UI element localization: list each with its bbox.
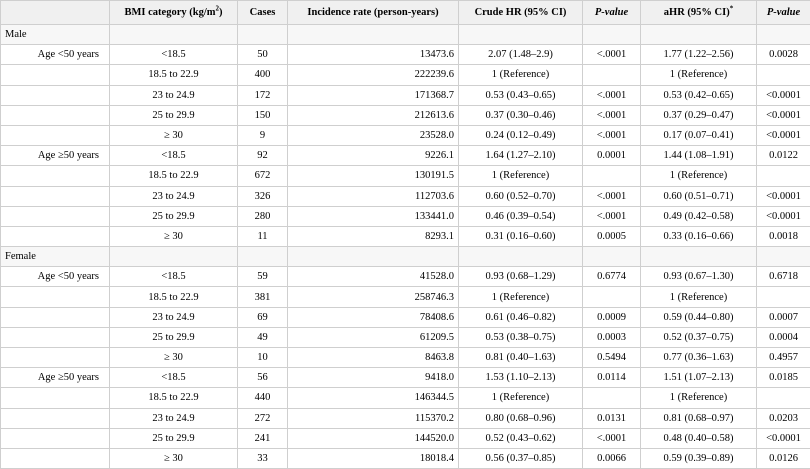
ahr-cell: 1 (Reference) — [641, 388, 757, 408]
p-value-2-cell: <0.0001 — [757, 428, 810, 448]
cases-cell: 50 — [238, 45, 288, 65]
empty-cell — [1, 125, 110, 145]
section-row — [1, 25, 810, 45]
header-blank — [1, 1, 110, 25]
ahr-cell: 0.77 (0.36–1.63) — [641, 348, 757, 368]
crude-hr-cell: 0.52 (0.43–0.62) — [459, 428, 583, 448]
header-ahr-text: aHR (95% CI) — [664, 7, 730, 18]
empty-cell — [1, 448, 110, 468]
ahr-cell: 0.33 (0.16–0.66) — [641, 226, 757, 246]
ahr-cell: 1 (Reference) — [641, 65, 757, 85]
table-row — [1, 368, 810, 388]
table-row — [1, 428, 810, 448]
table-row — [1, 125, 810, 145]
cases-cell: 59 — [238, 267, 288, 287]
header-p-value-2: P-value — [757, 1, 810, 25]
crude-hr-cell: 0.24 (0.12–0.49) — [459, 125, 583, 145]
section-title: Male — [1, 25, 110, 45]
crude-hr-cell: 1 (Reference) — [459, 65, 583, 85]
empty-cell — [238, 247, 288, 267]
ahr-cell: 1 (Reference) — [641, 166, 757, 186]
cases-cell: 33 — [238, 448, 288, 468]
crude-hr-cell: 2.07 (1.48–2.9) — [459, 45, 583, 65]
crude-hr-cell: 0.46 (0.39–0.54) — [459, 206, 583, 226]
p-value-cell — [583, 287, 641, 307]
header-crude-hr: Crude HR (95% CI) — [459, 1, 583, 25]
bmi-cell: 18.5 to 22.9 — [110, 166, 238, 186]
p-value-cell: 0.0131 — [583, 408, 641, 428]
ahr-cell: 0.59 (0.39–0.89) — [641, 448, 757, 468]
incidence-rate-cell: 9226.1 — [288, 146, 459, 166]
empty-cell — [1, 186, 110, 206]
cases-cell: 280 — [238, 206, 288, 226]
bmi-cell: <18.5 — [110, 45, 238, 65]
incidence-rate-cell: 144520.0 — [288, 428, 459, 448]
cases-cell: 381 — [238, 287, 288, 307]
cases-cell: 69 — [238, 307, 288, 327]
empty-cell — [238, 25, 288, 45]
cases-cell: 56 — [238, 368, 288, 388]
empty-cell — [1, 348, 110, 368]
crude-hr-cell: 0.53 (0.43–0.65) — [459, 85, 583, 105]
ahr-cell: 1.44 (1.08–1.91) — [641, 146, 757, 166]
ahr-cell: 1 (Reference) — [641, 287, 757, 307]
p-value-cell: <.0001 — [583, 125, 641, 145]
p-value-cell: <.0001 — [583, 428, 641, 448]
bmi-cell: 25 to 29.9 — [110, 105, 238, 125]
empty-cell — [110, 25, 238, 45]
p-value-cell: <.0001 — [583, 105, 641, 125]
incidence-rate-cell: 112703.6 — [288, 186, 459, 206]
table-row — [1, 348, 810, 368]
crude-hr-cell: 1.64 (1.27–2.10) — [459, 146, 583, 166]
crude-hr-cell: 0.60 (0.52–0.70) — [459, 186, 583, 206]
empty-cell — [110, 247, 238, 267]
p-value-2-cell: <0.0001 — [757, 125, 810, 145]
empty-cell — [1, 428, 110, 448]
incidence-rate-cell: 130191.5 — [288, 166, 459, 186]
p-value-2-cell: 0.6718 — [757, 267, 810, 287]
p-value-cell: 0.0009 — [583, 307, 641, 327]
cases-cell: 92 — [238, 146, 288, 166]
table-row — [1, 226, 810, 246]
crude-hr-cell: 1 (Reference) — [459, 287, 583, 307]
header-row — [1, 1, 810, 25]
empty-cell — [288, 25, 459, 45]
ahr-cell: 0.60 (0.51–0.71) — [641, 186, 757, 206]
bmi-cell: 23 to 24.9 — [110, 408, 238, 428]
header-ahr — [641, 1, 757, 25]
p-value-2-cell: <0.0001 — [757, 105, 810, 125]
crude-hr-cell: 1.53 (1.10–2.13) — [459, 368, 583, 388]
p-value-2-cell: 0.0028 — [757, 45, 810, 65]
cases-cell: 172 — [238, 85, 288, 105]
crude-hr-cell: 0.37 (0.30–0.46) — [459, 105, 583, 125]
table-row — [1, 146, 810, 166]
table-row — [1, 105, 810, 125]
empty-cell — [583, 247, 641, 267]
cases-cell: 272 — [238, 408, 288, 428]
table-row — [1, 448, 810, 468]
crude-hr-cell: 0.61 (0.46–0.82) — [459, 307, 583, 327]
ahr-cell: 0.49 (0.42–0.58) — [641, 206, 757, 226]
incidence-rate-cell: 41528.0 — [288, 267, 459, 287]
incidence-rate-cell: 133441.0 — [288, 206, 459, 226]
incidence-rate-cell: 13473.6 — [288, 45, 459, 65]
p-value-2-cell: <0.0001 — [757, 85, 810, 105]
p-value-2-cell: 0.0004 — [757, 327, 810, 347]
bmi-cell: 18.5 to 22.9 — [110, 65, 238, 85]
p-value-cell: <.0001 — [583, 45, 641, 65]
age-group-label: Age ≥50 years — [1, 146, 110, 166]
bmi-cell: 23 to 24.9 — [110, 186, 238, 206]
p-value-2-cell: 0.0007 — [757, 307, 810, 327]
header-bmi-category — [110, 1, 238, 25]
crude-hr-cell: 0.56 (0.37–0.85) — [459, 448, 583, 468]
age-group-label: Age <50 years — [1, 267, 110, 287]
empty-cell — [757, 247, 810, 267]
table-row — [1, 307, 810, 327]
p-value-2-cell: 0.0122 — [757, 146, 810, 166]
bmi-cell: ≥ 30 — [110, 348, 238, 368]
table-row — [1, 166, 810, 186]
ahr-cell: 0.37 (0.29–0.47) — [641, 105, 757, 125]
bmi-cell: <18.5 — [110, 146, 238, 166]
cases-cell: 672 — [238, 166, 288, 186]
header-bmi-text: BMI category (kg/m — [125, 7, 216, 18]
bmi-cell: <18.5 — [110, 267, 238, 287]
section-title: Female — [1, 247, 110, 267]
p-value-2-cell: 0.0185 — [757, 368, 810, 388]
p-value-cell — [583, 388, 641, 408]
p-value-2-cell — [757, 65, 810, 85]
empty-cell — [1, 327, 110, 347]
p-value-2-cell — [757, 388, 810, 408]
bmi-cell: 25 to 29.9 — [110, 206, 238, 226]
table-row — [1, 408, 810, 428]
p-value-cell: <.0001 — [583, 85, 641, 105]
incidence-rate-cell: 9418.0 — [288, 368, 459, 388]
empty-cell — [1, 388, 110, 408]
ahr-cell: 0.59 (0.44–0.80) — [641, 307, 757, 327]
p-value-cell: 0.0114 — [583, 368, 641, 388]
crude-hr-cell: 0.31 (0.16–0.60) — [459, 226, 583, 246]
cases-cell: 9 — [238, 125, 288, 145]
ahr-cell: 1.51 (1.07–2.13) — [641, 368, 757, 388]
crude-hr-cell: 0.81 (0.40–1.63) — [459, 348, 583, 368]
incidence-rate-cell: 258746.3 — [288, 287, 459, 307]
p-value-cell: 0.0066 — [583, 448, 641, 468]
empty-cell — [1, 307, 110, 327]
age-group-label: Age <50 years — [1, 45, 110, 65]
ahr-cell: 0.17 (0.07–0.41) — [641, 125, 757, 145]
table-row — [1, 287, 810, 307]
cases-cell: 440 — [238, 388, 288, 408]
header-incidence-rate: Incidence rate (person-years) — [288, 1, 459, 25]
incidence-rate-cell: 222239.6 — [288, 65, 459, 85]
incidence-rate-cell: 146344.5 — [288, 388, 459, 408]
p-value-2-cell — [757, 166, 810, 186]
empty-cell — [1, 226, 110, 246]
cases-cell: 400 — [238, 65, 288, 85]
ahr-cell: 0.81 (0.68–0.97) — [641, 408, 757, 428]
table-row — [1, 85, 810, 105]
incidence-rate-cell: 115370.2 — [288, 408, 459, 428]
ahr-cell: 0.48 (0.40–0.58) — [641, 428, 757, 448]
ahr-cell: 0.52 (0.37–0.75) — [641, 327, 757, 347]
p-value-cell — [583, 65, 641, 85]
crude-hr-cell: 1 (Reference) — [459, 166, 583, 186]
table-row — [1, 388, 810, 408]
bmi-cell: ≥ 30 — [110, 226, 238, 246]
table-body — [1, 25, 810, 469]
ahr-cell: 0.53 (0.42–0.65) — [641, 85, 757, 105]
header-bmi-end: ) — [219, 7, 223, 18]
p-value-cell: 0.5494 — [583, 348, 641, 368]
empty-cell — [1, 166, 110, 186]
bmi-cell: 25 to 29.9 — [110, 327, 238, 347]
crude-hr-cell: 0.53 (0.38–0.75) — [459, 327, 583, 347]
p-value-cell — [583, 166, 641, 186]
p-value-cell: 0.0001 — [583, 146, 641, 166]
table-header — [1, 1, 810, 25]
bmi-cell: ≥ 30 — [110, 125, 238, 145]
empty-cell — [288, 247, 459, 267]
empty-cell — [1, 408, 110, 428]
incidence-rate-cell: 18018.4 — [288, 448, 459, 468]
bmi-cell: 18.5 to 22.9 — [110, 388, 238, 408]
p-value-cell: 0.0005 — [583, 226, 641, 246]
ahr-cell: 1.77 (1.22–2.56) — [641, 45, 757, 65]
p-value-2-cell: <0.0001 — [757, 186, 810, 206]
bmi-cell: 25 to 29.9 — [110, 428, 238, 448]
empty-cell — [459, 247, 583, 267]
empty-cell — [757, 25, 810, 45]
empty-cell — [641, 25, 757, 45]
bmi-cell: 23 to 24.9 — [110, 307, 238, 327]
bmi-cell: 23 to 24.9 — [110, 85, 238, 105]
bmi-cell: ≥ 30 — [110, 448, 238, 468]
header-p-value: P-value — [583, 1, 641, 25]
section-row — [1, 247, 810, 267]
empty-cell — [1, 85, 110, 105]
empty-cell — [641, 247, 757, 267]
incidence-rate-cell: 8293.1 — [288, 226, 459, 246]
crude-hr-cell: 0.80 (0.68–0.96) — [459, 408, 583, 428]
p-value-cell: <.0001 — [583, 186, 641, 206]
table-row — [1, 327, 810, 347]
incidence-rate-cell: 212613.6 — [288, 105, 459, 125]
p-value-2-cell — [757, 287, 810, 307]
table-row — [1, 206, 810, 226]
empty-cell — [1, 105, 110, 125]
incidence-rate-cell: 61209.5 — [288, 327, 459, 347]
empty-cell — [1, 287, 110, 307]
incidence-rate-cell: 8463.8 — [288, 348, 459, 368]
bmi-cell: 18.5 to 22.9 — [110, 287, 238, 307]
empty-cell — [583, 25, 641, 45]
header-bmi-sup: 2 — [215, 5, 219, 13]
p-value-2-cell: <0.0001 — [757, 206, 810, 226]
p-value-2-cell: 0.4957 — [757, 348, 810, 368]
crude-hr-cell: 1 (Reference) — [459, 388, 583, 408]
table-row — [1, 267, 810, 287]
p-value-cell: 0.6774 — [583, 267, 641, 287]
empty-cell — [1, 206, 110, 226]
cases-cell: 241 — [238, 428, 288, 448]
table-row — [1, 186, 810, 206]
age-group-label: Age ≥50 years — [1, 368, 110, 388]
ahr-cell: 0.93 (0.67–1.30) — [641, 267, 757, 287]
bmi-cell: <18.5 — [110, 368, 238, 388]
p-value-2-cell: 0.0126 — [757, 448, 810, 468]
incidence-rate-cell: 78408.6 — [288, 307, 459, 327]
empty-cell — [1, 65, 110, 85]
table-row — [1, 65, 810, 85]
crude-hr-cell: 0.93 (0.68–1.29) — [459, 267, 583, 287]
p-value-cell: 0.0003 — [583, 327, 641, 347]
table-row — [1, 45, 810, 65]
header-cases: Cases — [238, 1, 288, 25]
header-ahr-sup: * — [730, 5, 734, 13]
cases-cell: 10 — [238, 348, 288, 368]
p-value-cell: <.0001 — [583, 206, 641, 226]
cases-cell: 150 — [238, 105, 288, 125]
cases-cell: 49 — [238, 327, 288, 347]
cases-cell: 11 — [238, 226, 288, 246]
p-value-2-cell: 0.0018 — [757, 226, 810, 246]
cases-cell: 326 — [238, 186, 288, 206]
p-value-2-cell: 0.0203 — [757, 408, 810, 428]
empty-cell — [459, 25, 583, 45]
incidence-rate-cell: 171368.7 — [288, 85, 459, 105]
incidence-rate-cell: 23528.0 — [288, 125, 459, 145]
